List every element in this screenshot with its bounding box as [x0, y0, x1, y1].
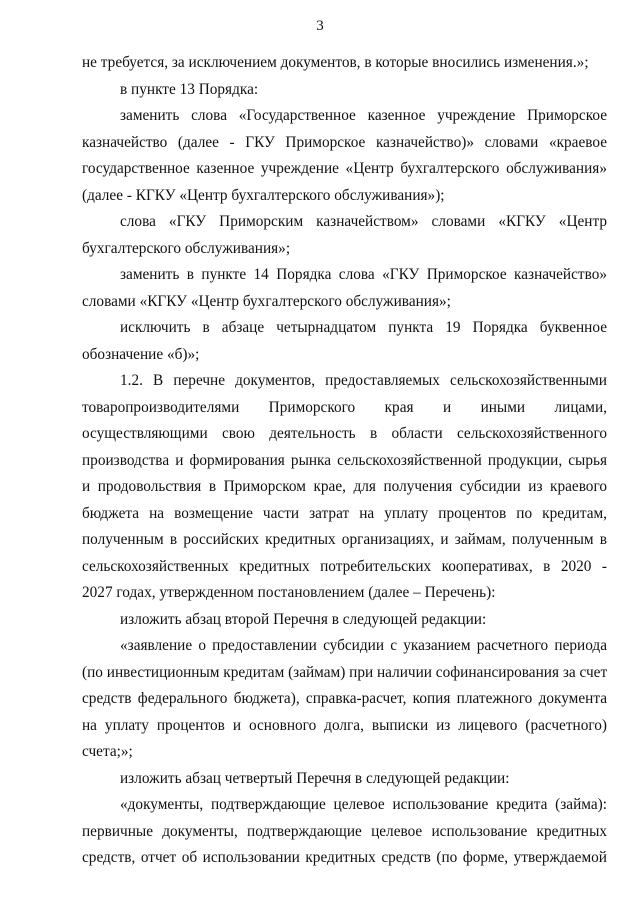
text-line: словами «КГКУ «Центр бухгалтерского обслуживания»;	[82, 292, 451, 310]
text-line: не требуется, за исключением документов, в которые вносились изменения.»;	[82, 54, 589, 71]
text-line: бюджета на возмещение части затрат на уплату процентов по кредитам,	[82, 504, 607, 522]
text-line: «документы, подтверждающие целевое использование кредита (займа):	[120, 796, 607, 813]
text-line: (по инвестиционным кредитам (займам) при наличии софинансирования за счет	[82, 663, 608, 681]
text-line: средств, отчет об использовании кредитных средств (по форме, утверждаемой	[82, 849, 607, 866]
text-line: заменить в пункте 14 Порядка слова «ГКУ Приморское казначейство»	[120, 266, 607, 283]
page-number: 3	[316, 18, 324, 34]
text-line: изложить абзац второй Перечня в следующей редакции:	[120, 610, 487, 628]
document-body	[82, 50, 607, 872]
text-line: товаропроизводителями Приморского края и иными лицами,	[82, 398, 607, 416]
text-line: государственное казенное учреждение «Центр бухгалтерского обслуживания»	[82, 160, 607, 177]
text-line: исключить в абзаце четырнадцатом пункта 19 Порядка буквенное	[120, 319, 607, 336]
text-line: производства и формирования рынка сельскохозяйственной продукции, сырья	[82, 451, 607, 469]
text-line: 1.2. В перечне документов, предоставляемых сельскохозяйственными	[120, 372, 607, 389]
text-line: в пункте 13 Порядка:	[120, 80, 259, 98]
text-line: 2027 годах, утвержденном постановлением (далее – Перечень):	[82, 584, 496, 601]
text-line: изложить абзац четвертый Перечня в следующей редакции:	[120, 769, 510, 787]
text-line: средств федерального бюджета), справка-расчет, копия платежного документа	[82, 690, 607, 707]
text-line: казначейство (далее - ГКУ Приморское казначейство)» словами «краевое	[82, 133, 607, 151]
text-line: первичные документы, подтверждающие целевое использование кредитных	[82, 822, 607, 840]
text-line: заменить слова «Государственное казенное учреждение Приморское	[120, 107, 607, 124]
text-line: осуществляющими свою деятельность в области сельскохозяйственного	[82, 425, 607, 442]
text-line: обозначение «б)»;	[82, 345, 200, 363]
text-line: сельскохозяйственных кредитных потребительских кооперативах, в 2020 -	[82, 557, 607, 575]
text-line: «заявление о предоставлении субсидии с указанием расчетного периода	[120, 637, 607, 654]
text-line: полученным в российских кредитных организациях, и займам, полученным в	[82, 531, 607, 548]
text-line: и продовольствия в Приморском крае, для получения субсидии из краевого	[82, 478, 607, 495]
text-line: счета;»;	[82, 743, 133, 760]
text-line: бухгалтерского обслуживания»;	[82, 239, 291, 257]
text-line: на уплату процентов и основного долга, выписки из лицевого (расчетного)	[82, 716, 607, 734]
text-line: слова «ГКУ Приморским казначейством» словами «КГКУ «Центр	[120, 213, 607, 230]
text-line: (далее - КГКУ «Центр бухгалтерского обслуживания»);	[82, 186, 445, 204]
